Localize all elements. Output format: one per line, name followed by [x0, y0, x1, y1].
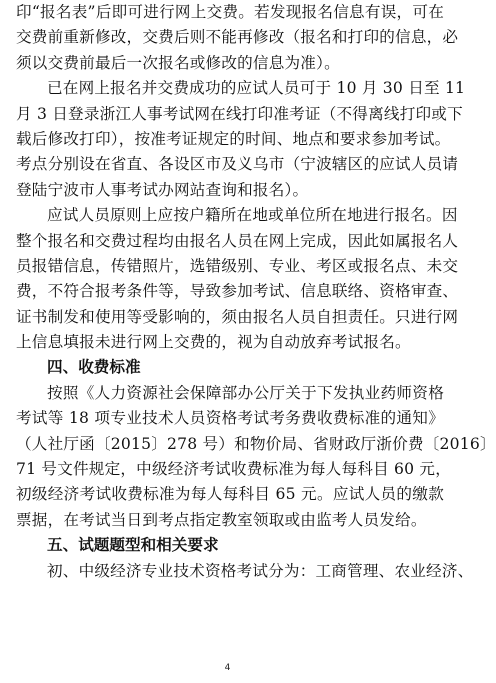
page-number: 4 [224, 663, 231, 673]
text-line: 上信息填报未进行网上交费的，视为自动放弃考试报名。 [16, 333, 411, 352]
text-line: 印“报名表”后即可进行网上交费。若发现报名信息有误，可在 [16, 3, 444, 21]
paragraph-registration-location [16, 203, 459, 355]
text-line: 整个报名和交费过程均由报名人员在网上完成，因此如属报名人 [16, 231, 459, 250]
text-line: 证书制发和使用等受影响的，须由报名人员自担责任。只进行网 [16, 307, 459, 326]
text-line: 71 号文件规定，中级经济考试收费标准为每人每科目 60 元， [16, 460, 452, 479]
paragraph-fee-standard [16, 381, 496, 533]
text-line: 费，不符合报考条件等，导致参加考试、信息联络、资格审查、 [16, 282, 459, 301]
text-line: 考点分别设在省直、各设区市及义乌市（宁波辖区的应试人员请 [16, 155, 459, 174]
paragraph-exam-subjects [16, 559, 474, 584]
text-line: 已在网上报名并交费成功的应试人员可于 10 月 30 日至 11 [47, 79, 466, 98]
document-body [16, 0, 496, 584]
text-line: 交费前重新修改，交费后则不能再修改（报名和打印的信息，必 [16, 28, 459, 47]
text-line: 登陆宁波市人事考试办网站查询和报名）。 [16, 180, 309, 199]
text-line: 初、中级经济专业技术资格考试分为：工商管理、农业经济、 [47, 561, 474, 580]
text-line: 票据，在考试当日到考点指定教室领取或由监考人员发给。 [16, 510, 427, 529]
text-line: 月 3 日登录浙江人事考试网在线打印准考证（不得离线打印或下 [16, 104, 463, 123]
text-line: 须以交费前最后一次报名或修改的信息为准）。 [16, 53, 340, 72]
section-heading-fee-standard: 四、收费标准 [47, 358, 141, 377]
paragraph-registration-fee [16, 0, 459, 76]
text-line: 初级经济考试收费标准为每人每科目 65 元。应试人员的缴款 [16, 485, 444, 504]
text-line: 应试人员原则上应按户籍所在地或单位所在地进行报名。因 [47, 206, 458, 225]
text-line: 载后修改打印），按准考证规定的时间、地点和要求参加考试。 [16, 129, 451, 148]
text-line: （人社厅函〔2015〕278 号）和物价局、省财政厅浙价费〔2016〕 [16, 434, 496, 453]
text-line: 按照《人力资源社会保障部办公厅关于下发执业药师资格 [47, 383, 444, 402]
paragraph-admission-ticket [16, 76, 466, 203]
section-heading-question-types: 五、试题题型和相关要求 [47, 536, 219, 555]
text-line: 考试等 18 项专业技术人员资格考试考务费收费标准的通知》 [16, 409, 444, 428]
text-line: 员报错信息，传错照片，选错级别、专业、考区或报名点、未交 [16, 256, 459, 275]
